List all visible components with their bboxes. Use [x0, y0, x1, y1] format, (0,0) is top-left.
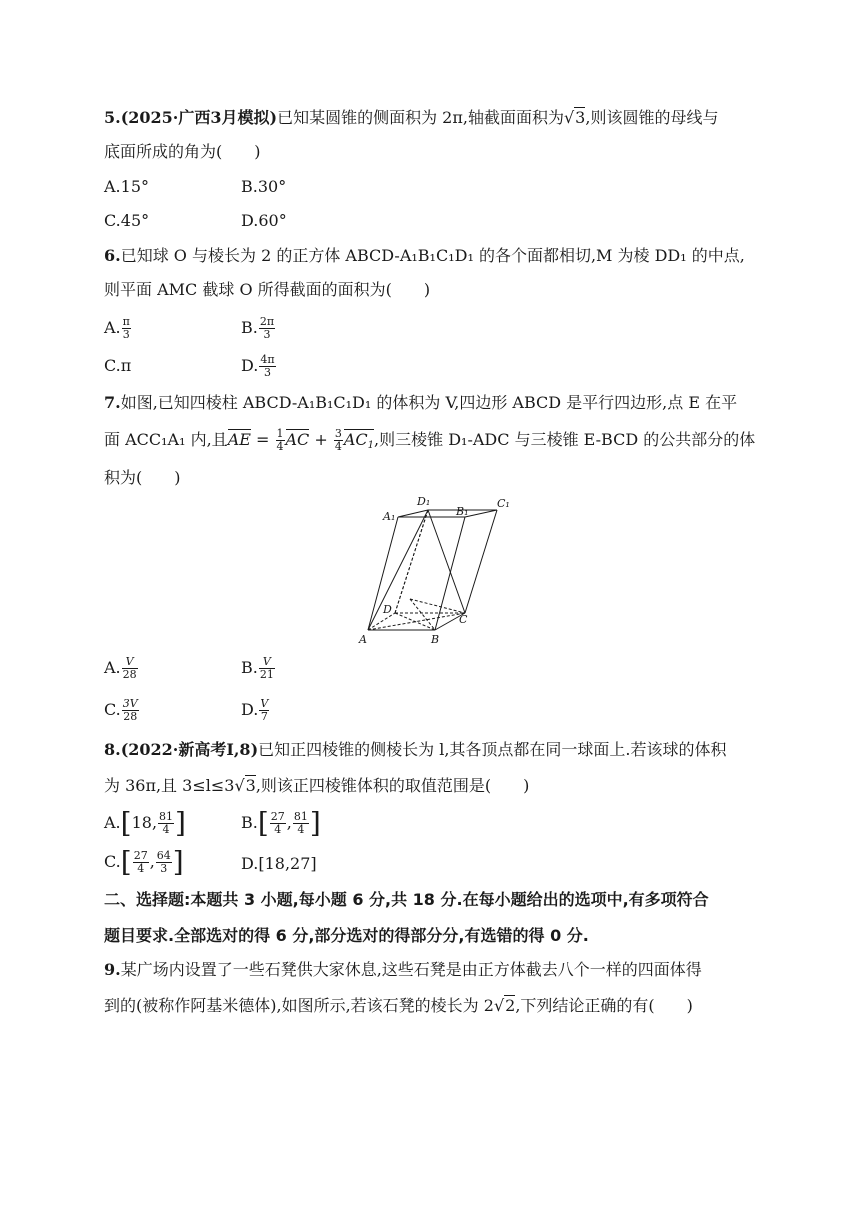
q9-text2a: 到的(被称作阿基米德体),如图所示,若该石凳的棱长为 2	[104, 996, 494, 1015]
q5-line1	[104, 106, 718, 130]
label-b1: B₁	[456, 505, 469, 518]
q8-source: (2022·新高考Ⅰ,8)	[120, 740, 259, 759]
q5-sqrt: 3	[575, 108, 586, 127]
q8-option-c: C.[ $\frac{27}{4}$ , $\frac{64}{3}$ ]	[104, 845, 184, 879]
q7-option-b: B. $\frac{V}{21}$	[241, 655, 274, 681]
q8-option-d: D.[18,27]	[241, 854, 317, 873]
vector-ac1: $AC_1$	[343, 430, 375, 451]
q9-sqrt: 2	[505, 996, 516, 1015]
q8-option-b: B.[ $\frac{27}{4}$ , $\frac{81}{4}$ ]	[241, 806, 321, 840]
q7-number: 7.	[104, 393, 121, 412]
q5-text2: ,则该圆锥的母线与	[585, 108, 719, 127]
label-d1: D₁	[417, 495, 431, 508]
q9-line1	[104, 958, 702, 982]
q6-line2: 则平面 AMC 截球 O 所得截面的面积为( )	[104, 280, 431, 299]
q7-option-c: C. $\frac{3V}{28}$	[104, 697, 138, 723]
q6-option-c: C.π	[104, 356, 132, 375]
q8-text2b: ,则该正四棱锥体积的取值范围是( )	[255, 776, 530, 795]
section2-line1: 二、选择题:本题共 3 小题,每小题 6 分,共 18 分.在每小题给出的选项中,有多项符合	[104, 890, 709, 909]
label-a1: A₁	[383, 510, 396, 523]
sqrt-sign: √	[234, 776, 245, 795]
q5-line2: 底面所成的角为( )	[104, 142, 261, 161]
q9-line2	[104, 994, 693, 1018]
q7-text2a: 面 ACC₁A₁ 内,且	[104, 430, 228, 449]
q9-text2b: ,下列结论正确的有( )	[515, 996, 693, 1015]
vector-ae: AE	[227, 430, 251, 449]
q8-sqrt: 3	[245, 776, 256, 795]
q6-line1	[104, 244, 745, 268]
q5-number: 5.	[104, 108, 121, 127]
vector-ac: AC	[285, 430, 310, 449]
q9-number: 9.	[104, 960, 121, 979]
q8-text1: 已知正四棱锥的侧棱长为 l,其各顶点都在同一球面上.若该球的体积	[258, 740, 727, 759]
label-d: D	[383, 603, 392, 616]
q7-option-a: A. $\frac{V}{28}$	[104, 655, 137, 681]
q8-line1	[104, 738, 727, 762]
q7-text1: 如图,已知四棱柱 ABCD-A₁B₁C₁D₁ 的体积为 V,四边形 ABCD 是平行四边形,点 E 在平	[120, 393, 738, 412]
q5-option-b: B.30°	[241, 177, 287, 196]
q6-number: 6.	[104, 246, 121, 265]
section2-line2: 题目要求.全部选对的得 6 分,部分选对的得部分分,有选错的得 0 分.	[104, 926, 589, 945]
label-c1: C₁	[497, 497, 510, 510]
q6-option-a: A. $\frac{\pi}{3}$	[104, 315, 130, 341]
prism-figure	[355, 495, 525, 655]
q6-option-b: B. $\frac{2\pi}{3}$	[241, 315, 275, 341]
q8-text2a: 为 36π,且 3≤l≤3	[104, 776, 235, 795]
q7-text2b: ,则三棱锥 D₁-ADC 与三棱锥 E-BCD 的公共部分的体	[374, 430, 756, 449]
q5-option-c: C.45°	[104, 211, 150, 230]
label-a: A	[359, 633, 367, 646]
q5-option-d: D.60°	[241, 211, 287, 230]
q5-option-a: A.15°	[104, 177, 149, 196]
label-c: C	[459, 613, 468, 626]
q7-line3: 积为( )	[104, 468, 181, 487]
q8-number: 8.	[104, 740, 121, 759]
sqrt-sign: √	[563, 108, 575, 127]
sqrt-sign: √	[493, 996, 505, 1015]
q5-source: (2025·广西3月模拟)	[120, 108, 278, 127]
q6-text1: 已知球 O 与棱长为 2 的正方体 ABCD-A₁B₁C₁D₁ 的各个面都相切,M 为棱 DD₁ 的中点,	[120, 246, 745, 265]
label-b: B	[431, 633, 440, 646]
q8-line2	[104, 774, 529, 798]
q7-line2: 面 ACC₁A₁ 内,且AE = $\frac{1}{4}$ AC + $\frac{3}{4}$ $AC_1$,则三棱锥 D₁-ADC 与三棱锥 E-BCD 的公共部分的体	[104, 427, 756, 453]
q9-text1: 某广场内设置了一些石凳供大家休息,这些石凳是由正方体截去八个一样的四面体得	[120, 960, 702, 979]
q7-line1	[104, 391, 737, 415]
q8-option-a: A.[18, $\frac{81}{4}$ ]	[104, 806, 186, 840]
q7-option-d: D. $\frac{V}{7}$	[241, 697, 269, 723]
q6-option-d: D. $\frac{4\pi}{3}$	[241, 353, 275, 379]
q5-text1: 已知某圆锥的侧面积为 2π,轴截面面积为	[277, 108, 564, 127]
